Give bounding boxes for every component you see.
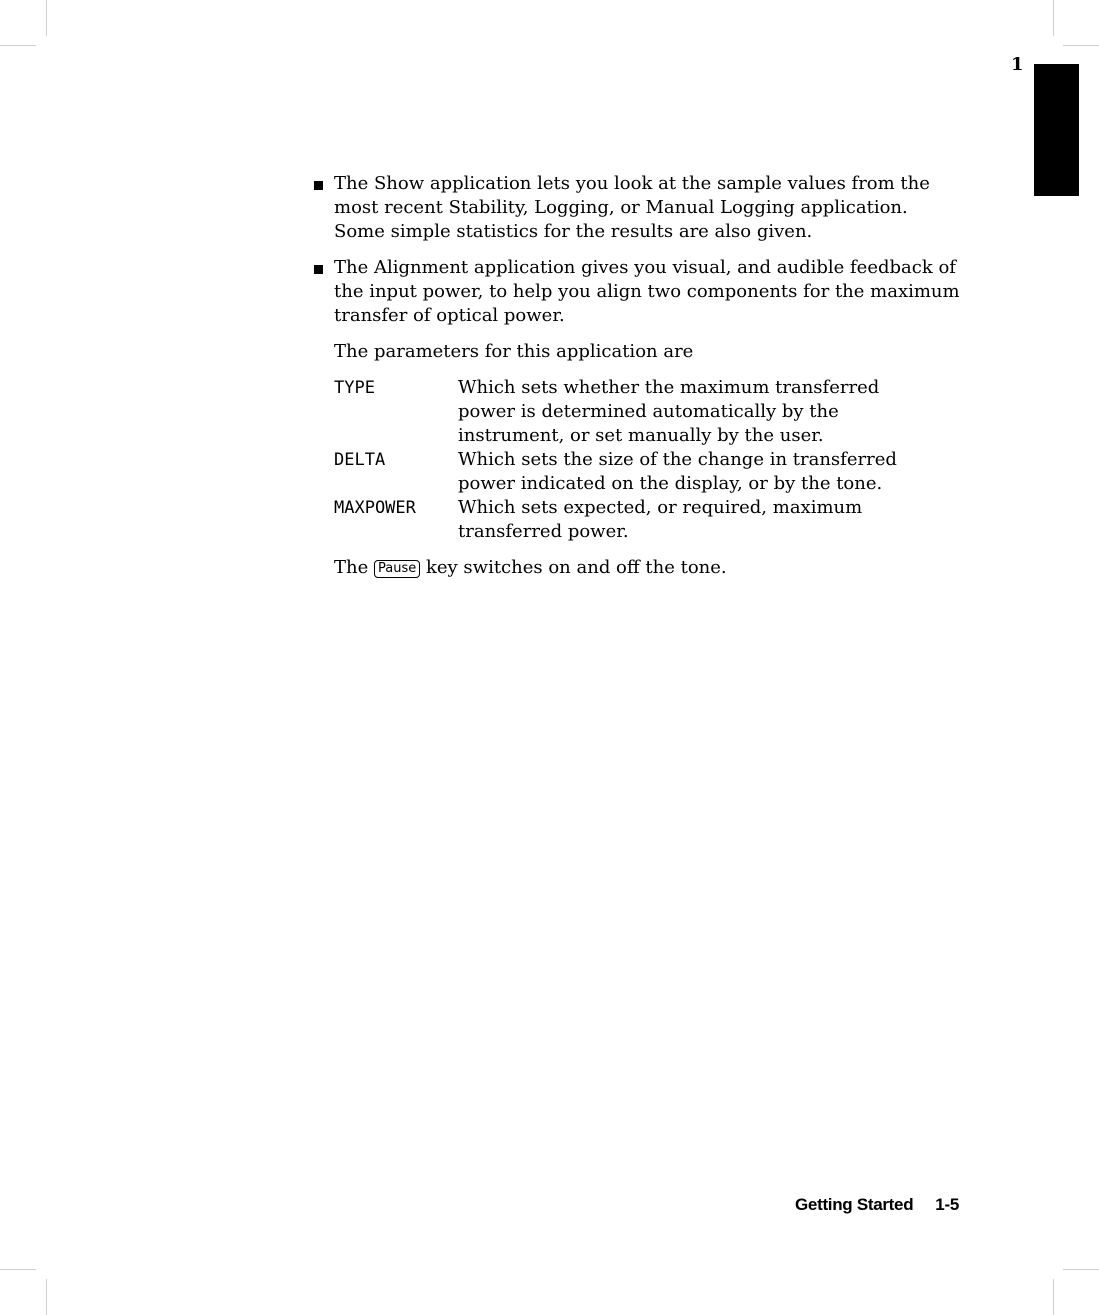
crop-mark xyxy=(1063,45,1099,46)
crop-mark xyxy=(1053,0,1054,36)
sentence-end: key switches on and off the tone. xyxy=(425,557,727,578)
parameter-description: Which sets the size of the change in transferred power indicated on the display, or by the tone. xyxy=(458,449,897,494)
crop-mark xyxy=(1063,1269,1099,1270)
bullet-text: The Alignment application gives you visual, and audible feedback of the input power, to help you align two components for the maximum transfer of optical power. xyxy=(334,257,960,326)
chapter-tab xyxy=(1034,64,1079,196)
page-body xyxy=(312,172,962,592)
crop-mark xyxy=(1053,1279,1054,1315)
square-bullet-icon xyxy=(314,265,323,274)
footer-section-title: Getting Started xyxy=(795,1195,914,1214)
sentence-start: The xyxy=(334,557,369,578)
pause-key-cap: Pause xyxy=(374,560,420,578)
bullet-item xyxy=(312,256,962,328)
parameter-name: DELTA xyxy=(334,450,386,470)
bullet-item xyxy=(312,172,962,244)
params-intro: The parameters for this application are xyxy=(334,341,694,362)
parameter-description: Which sets whether the maximum transferred power is determined automatically by the instrument, or set manually by the user. xyxy=(458,377,880,446)
crop-mark xyxy=(46,0,47,36)
parameter-row xyxy=(334,448,928,496)
crop-mark xyxy=(0,1269,36,1270)
bullet-text: The Show application lets you look at the sample values from the most recent Stability, Logging, or Manual Logging application. Some simple statistics for the results are also given. xyxy=(334,173,930,242)
parameter-name: TYPE xyxy=(334,378,375,398)
pause-key-sentence xyxy=(312,556,962,580)
parameter-table xyxy=(334,376,928,544)
parameter-name: MAXPOWER xyxy=(334,498,416,518)
parameter-description: Which sets expected, or required, maximum transferred power. xyxy=(458,497,863,542)
parameter-row xyxy=(334,376,928,448)
page-footer xyxy=(795,1195,959,1215)
square-bullet-icon xyxy=(314,181,323,190)
chapter-number: 1 xyxy=(1011,54,1024,75)
parameter-row xyxy=(334,496,928,544)
footer-page-number: 1-5 xyxy=(935,1195,959,1214)
crop-mark xyxy=(0,45,36,46)
crop-mark xyxy=(46,1279,47,1315)
